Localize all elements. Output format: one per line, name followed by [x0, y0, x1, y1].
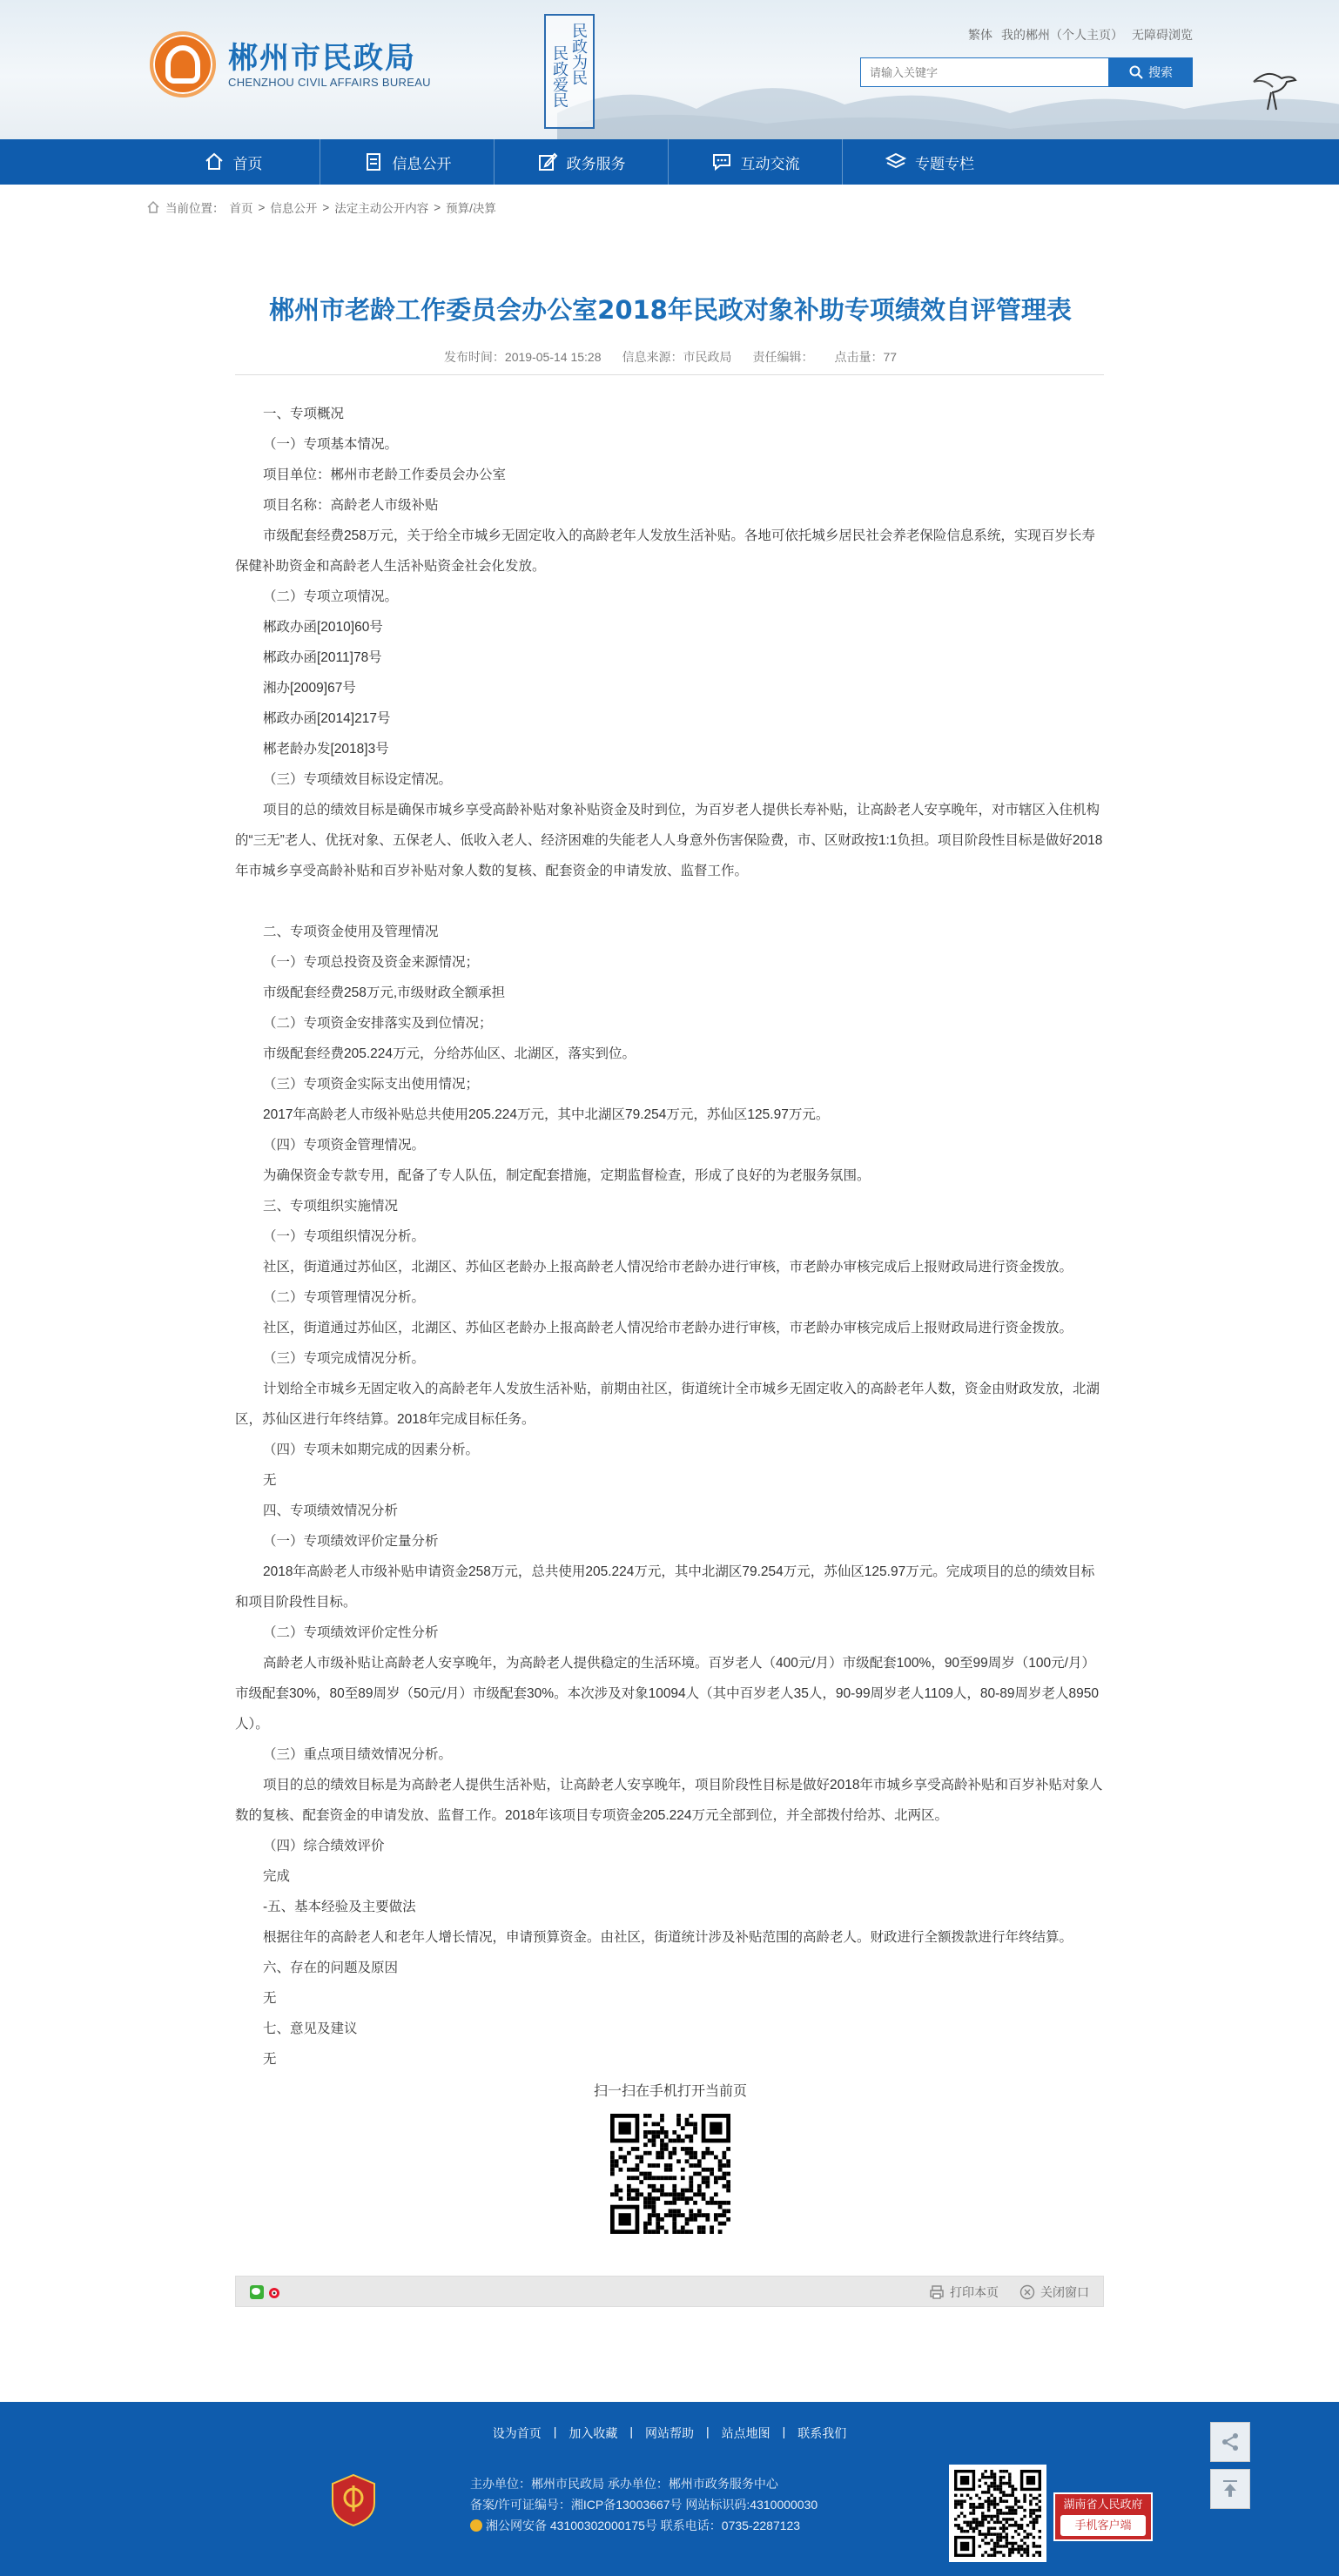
footer-info: [470, 2473, 818, 2536]
nav-home[interactable]: 首页: [146, 139, 320, 185]
article-paragraph: 高龄老人市级补贴让高龄老人安享晚年，为高龄老人提供稳定的生活环境。百岁老人（400元/月）市级配套100%，90至99周岁（100元/月）市级配套30%，80至89周岁（50元/月）市级配套30%。本次涉及对象10094人（其中百岁老人35人，90-99周岁老人1109人，80-89周岁老人8950人）。: [235, 1656, 1100, 1732]
article-paragraph: （二）专项立项情况。: [263, 589, 399, 604]
article-paragraph: 项目单位：郴州市老龄工作委员会办公室: [263, 467, 507, 482]
article-paragraph: 六、存在的问题及原因: [263, 1961, 399, 1975]
home-icon: [146, 200, 160, 214]
hunan-gov-app-badge[interactable]: 湖南省人民政府 手机客户端: [1053, 2492, 1153, 2541]
search-button[interactable]: 搜索: [1109, 57, 1193, 87]
police-badge-icon: [470, 2519, 482, 2532]
article-paragraph: 2018年高龄老人市级补贴申请资金258万元，总共使用205.224万元，其中北湖区79.254万元，苏仙区125.97万元。完成项目的总的绩效目标和项目阶段性目标。: [235, 1564, 1095, 1610]
article-body: [235, 399, 1104, 2075]
breadcrumb-statutory-content[interactable]: 法定主动公开内容: [334, 202, 429, 215]
my-chenzhou-link[interactable]: 我的郴州（个人主页）: [1001, 28, 1123, 42]
article-paragraph: 市级配套经费258万元，关于给全市城乡无固定收入的高龄老年人发放生活补贴。各地可依托城乡居民社会养老保险信息系统，实现百岁长寿保健补助资金和高龄老人生活补贴资金社会化发放。: [235, 528, 1095, 574]
article-paragraph: （二）专项资金安排落实及到位情况；: [263, 1016, 493, 1031]
add-favorite-link[interactable]: 加入收藏: [569, 2426, 618, 2440]
icp-info: 备案/许可证编号：湘ICP备13003667号 网站标识码:4310000030: [470, 2498, 818, 2512]
qr-label: 扫一扫在手机打开当前页: [593, 2084, 747, 2099]
crane-decoration: [1247, 61, 1299, 113]
article-paragraph: （二）专项管理情况分析。: [263, 1290, 426, 1305]
qr-block: [557, 2079, 784, 2238]
police-record-info: 湘公网安备 43100302000175号 联系电话：0735-2287123: [470, 2515, 818, 2536]
back-to-top-button[interactable]: [1210, 2469, 1250, 2509]
party-government-emblem-icon[interactable]: [331, 2473, 376, 2527]
site-help-link[interactable]: 网站帮助: [645, 2426, 694, 2440]
chat-icon: [711, 151, 732, 172]
nav-special-topics[interactable]: 专题专栏: [843, 139, 1017, 185]
article-paragraph: （一）专项绩效评价定量分析: [263, 1534, 439, 1549]
site-footer: [0, 2402, 1339, 2576]
footer-links: 设为首页 | 加入收藏 | 网站帮助 | 站点地图 | 联系我们: [492, 2425, 847, 2440]
article-paragraph: 为确保资金专款专用，配备了专人队伍，制定配套措施，定期监督检查，形成了良好的为老服务氛围。: [263, 1168, 871, 1183]
nav-interaction[interactable]: 互动交流: [669, 139, 843, 185]
nav-government-services[interactable]: 政务服务: [495, 139, 669, 185]
site-name: 郴州市民政局: [228, 41, 416, 75]
article-paragraph: 社区，街道通过苏仙区，北湖区、苏仙区老龄办上报高龄老人情况给市老龄办进行审核，市老龄办审核完成后上报财政局进行资金拨放。: [263, 1260, 1073, 1275]
weibo-share-icon[interactable]: [267, 2285, 281, 2299]
article-paragraph: 一、专项概况: [263, 407, 345, 421]
main-navigation: [0, 139, 1339, 185]
site-logo[interactable]: [150, 31, 431, 98]
article-paragraph: 项目的总的绩效目标是确保市城乡享受高龄补贴对象补贴资金及时到位，为百岁老人提供长寿补贴，让高龄老人安享晚年，对市辖区入住机构的“三无”老人、优抚对象、五保老人、低收入老人、经济困难的失能老人人身意外伤害保险费，市、区财政按1:1负担。项目阶段性目标是做好2018年市城乡享受高龄补贴和百岁补贴对象人数的复核、配套资金的申请发放、监督工作。: [235, 803, 1103, 878]
article-paragraph: 市级配套经费258万元,市级财政全额承担: [263, 985, 506, 1000]
article-paragraph: 无: [263, 1473, 277, 1488]
search-icon: [1129, 65, 1143, 79]
article-paragraph: 郴政办函[2011]78号: [263, 650, 382, 665]
share-button[interactable]: [1210, 2422, 1250, 2462]
close-window-button[interactable]: 关闭窗口: [1019, 2283, 1089, 2301]
article-paragraph: 郴政办函[2014]217号: [263, 711, 391, 726]
sponsor-info: 主办单位：郴州市民政局 承办单位：郴州市政务服务中心: [470, 2477, 778, 2491]
home-icon: [204, 151, 225, 172]
share-icon: [1220, 2431, 1241, 2452]
article-paragraph: 湘办[2009]67号: [263, 681, 356, 696]
search-input[interactable]: [860, 57, 1109, 87]
search-box: [860, 57, 1193, 87]
set-homepage-link[interactable]: 设为首页: [492, 2426, 542, 2440]
edit-icon: [537, 151, 558, 172]
civil-affairs-emblem-icon: [150, 31, 216, 98]
article-paragraph: [235, 886, 1104, 917]
qr-code-icon: [954, 2470, 1041, 2557]
breadcrumb-prefix: 当前位置：: [165, 202, 225, 215]
article-paragraph: （三）专项资金实际支出使用情况；: [263, 1077, 480, 1092]
article-paragraph: 根据往年的高龄老人和老年人增长情况，申请预算资金。由社区，街道统计涉及补贴范围的高龄老人。财政进行全额拨款进行年终结算。: [263, 1930, 1073, 1945]
accessibility-link[interactable]: 无障碍浏览: [1132, 28, 1193, 42]
article-paragraph: 完成: [263, 1869, 291, 1884]
article-paragraph: -五、基本经验及主要做法: [263, 1900, 416, 1914]
site-name-en: CHENZHOU CIVIL AFFAIRS BUREAU: [228, 75, 431, 89]
printer-icon: [929, 2284, 945, 2300]
info-source: 信息来源：市民政局: [622, 350, 732, 364]
view-count: 点击量：77: [834, 350, 898, 364]
article-paragraph: （三）专项绩效目标设定情况。: [263, 772, 453, 787]
article-paragraph: （四）专项未如期完成的因素分析。: [263, 1443, 480, 1457]
article-paragraph: （三）重点项目绩效情况分析。: [263, 1747, 453, 1762]
breadcrumb: 当前位置： 首页 > 信息公开 > 法定主动公开内容 > 预算/决算: [146, 198, 496, 216]
wechat-share-icon[interactable]: [250, 2285, 264, 2299]
arrow-up-icon: [1220, 2478, 1241, 2499]
traditional-chinese-link[interactable]: 繁体: [968, 28, 992, 42]
site-header: [0, 0, 1339, 139]
breadcrumb-home[interactable]: 首页: [229, 202, 253, 215]
contact-us-link[interactable]: 联系我们: [797, 2426, 847, 2440]
article-paragraph: （四）专项资金管理情况。: [263, 1138, 426, 1153]
qr-code-icon: [610, 2114, 730, 2234]
side-tools: [1210, 2422, 1250, 2516]
article-paragraph: 2017年高龄老人市级补贴总共使用205.224万元，其中北湖区79.254万元，苏仙区125.97万元。: [263, 1107, 830, 1122]
article-paragraph: 社区，街道通过苏仙区，北湖区、苏仙区老龄办上报高龄老人情况给市老龄办进行审核，市老龄办审核完成后上报财政局进行资金拨放。: [263, 1321, 1073, 1335]
article-paragraph: 市级配套经费205.224万元，分给苏仙区、北湖区，落实到位。: [263, 1046, 636, 1061]
breadcrumb-budget[interactable]: 预算/决算: [446, 202, 496, 215]
footer-qr-code: [949, 2465, 1046, 2562]
share-toolbar: [235, 2276, 1104, 2307]
article-paragraph: 二、专项资金使用及管理情况: [263, 925, 439, 939]
article-paragraph: 项目的总的绩效目标是为高龄老人提供生活补贴，让高龄老人安享晚年，项目阶段性目标是做好2018年市城乡享受高龄补贴和百岁补贴对象人数的复核、配套资金的申请发放、监督工作。2018年该项目专项资金205.224万元全部到位，并全部拨付给苏、北两区。: [235, 1778, 1103, 1823]
document-icon: [363, 151, 384, 172]
article-paragraph: （一）专项总投资及资金来源情况；: [263, 955, 480, 970]
article-paragraph: （四）综合绩效评价: [263, 1839, 385, 1853]
publish-time: 发布时间：2019-05-14 15:28: [443, 350, 602, 364]
article-meta: [235, 348, 1106, 366]
layers-icon: [885, 151, 906, 172]
breadcrumb-info-disclosure[interactable]: 信息公开: [270, 202, 318, 215]
article-paragraph: 无: [263, 2052, 277, 2067]
nav-info-disclosure[interactable]: 信息公开: [320, 139, 495, 185]
sitemap-link[interactable]: 站点地图: [721, 2426, 770, 2440]
article-paragraph: 郴政办函[2010]60号: [263, 620, 383, 635]
article-paragraph: 郴老龄办发[2018]3号: [263, 742, 389, 757]
top-links: [968, 26, 1193, 44]
article-title: 郴州市老龄工作委员会办公室2018年民政对象补助专项绩效自评管理表: [269, 295, 1072, 325]
editor: 责任编辑：: [752, 350, 814, 364]
article-paragraph: 计划给全市城乡无固定收入的高龄老年人发放生活补贴，前期由社区，街道统计全市城乡无固定收入的高龄老年人数，资金由财政发放，北湖区，苏仙区进行年终结算。2018年完成目标任务。: [235, 1382, 1100, 1427]
print-page-button[interactable]: 打印本页: [929, 2283, 999, 2301]
article-paragraph: （三）专项完成情况分析。: [263, 1351, 426, 1366]
article-paragraph: （一）专项组织情况分析。: [263, 1229, 426, 1244]
slogan-seal: 民政为民 民政爱民: [544, 14, 595, 129]
article-paragraph: 七、意见及建议: [263, 2021, 358, 2036]
article-paragraph: 项目名称：高龄老人市级补贴: [263, 498, 439, 513]
close-icon: [1019, 2284, 1035, 2300]
article-paragraph: （一）专项基本情况。: [263, 437, 399, 452]
article-paragraph: 无: [263, 1991, 277, 2006]
article-paragraph: 四、专项绩效情况分析: [263, 1503, 399, 1518]
article-paragraph: 三、专项组织实施情况: [263, 1199, 399, 1214]
article-paragraph: （二）专项绩效评价定性分析: [263, 1625, 439, 1640]
divider: [235, 374, 1104, 375]
